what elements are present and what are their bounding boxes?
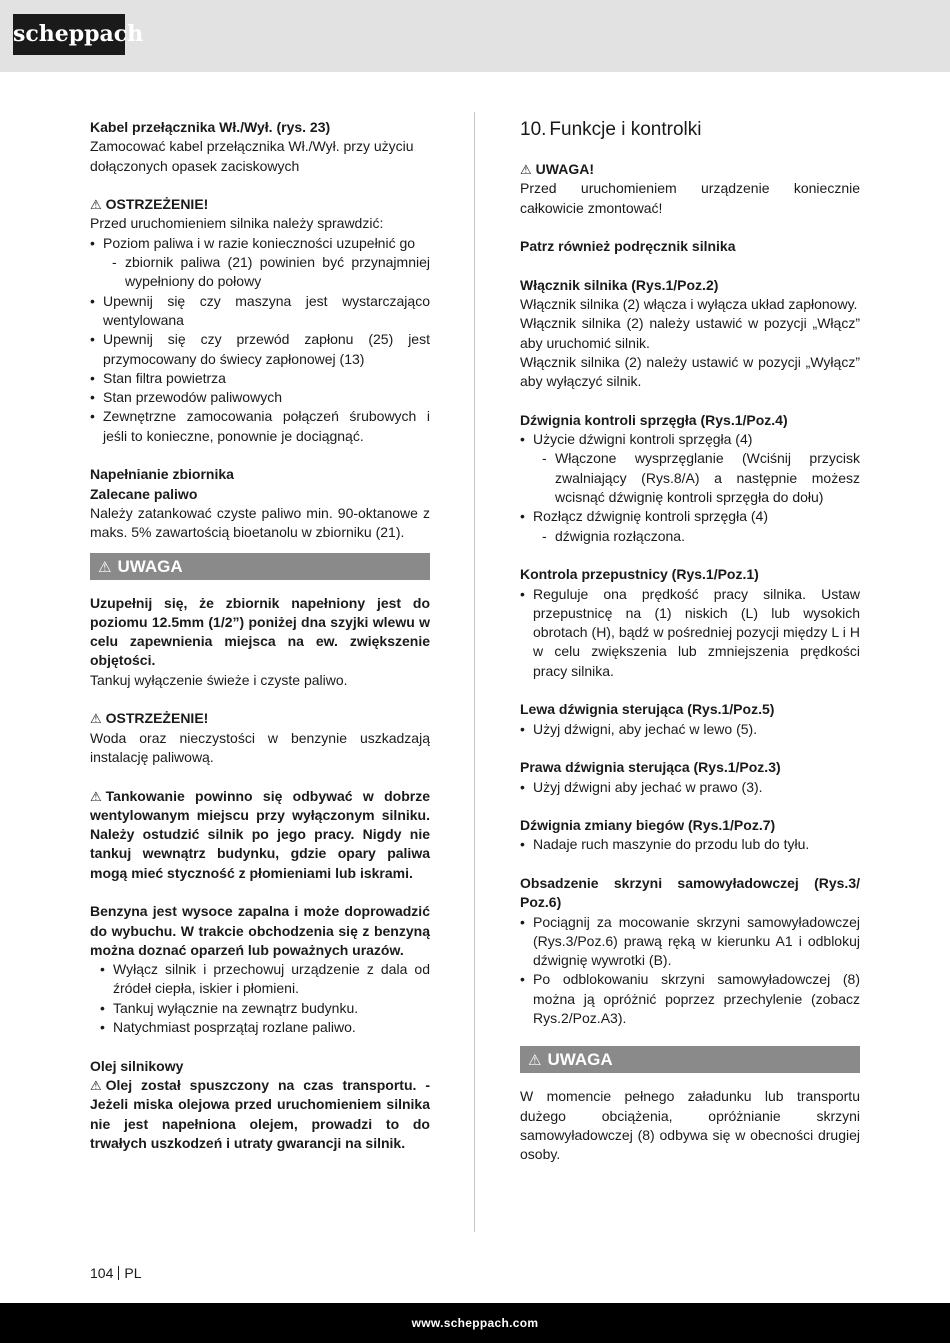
list-item: • Użyj dźwigni aby jechać w prawo (3).: [520, 778, 860, 797]
heading-left-lever: Lewa dźwignia sterująca (Rys.1/Poz.5): [520, 701, 775, 718]
see-also-text: Patrz również podręcznik silnika: [520, 238, 736, 255]
throttle-list: [520, 585, 860, 681]
list-item: • Zewnętrzne zamocowania połączeń śrubowych i jeśli to konieczne, ponownie je dociągnąć.: [90, 407, 430, 446]
warning-triangle-icon: ⚠: [90, 197, 102, 213]
sub-list-item: - dźwignia rozłączona.: [520, 527, 860, 546]
text-switch-2: Włącznik silnika (2) należy ustawić w pozycji „Włącz” aby uruchomić silnik.: [520, 315, 860, 351]
text-cable: Zamocować kabel przełącznika Wł./Wył. przy użyciu dołączonych opasek zaciskowych: [90, 138, 414, 174]
clutch-list: [520, 430, 860, 546]
heading-oil: Olej silnikowy: [90, 1057, 184, 1074]
page-number: 104 PL: [90, 1265, 142, 1281]
heading-engine-switch: Włącznik silnika (Rys.1/Poz.2): [520, 276, 719, 293]
uwaga-bold-text: Uzupełnij się, że zbiornik napełniony jest do poziomu 12.5mm (1/2”) poniżej dna szyjki wlewu w celu zapewnienia miejsca na ew. zwiększenie objętości.: [90, 594, 430, 669]
list-item: • Rozłącz dźwignię kontroli sprzęgła (4) - dźwignia rozłączona.: [520, 507, 860, 546]
heading-gear-lever: Dźwignia zmiany biegów (Rys.1/Poz.7): [520, 817, 776, 834]
warning-heading: ⚠ OSTRZEŻENIE!: [90, 195, 430, 214]
list-item: • Stan filtra powietrza: [90, 369, 430, 388]
sub-list-item: - Włączone wysprzęglanie (Wciśnij przycisk zwalniający (Rys.8/A) a następnie możesz wcisnąć dźwignię kontroli sprzęgła do dołu): [520, 449, 860, 507]
heading-fill-tank: Napełnianie zbiornika: [90, 466, 234, 483]
caution-text: Przed uruchomieniem urządzenie koniecznie całkowicie zmontować!: [520, 180, 860, 216]
petrol-list: [90, 960, 430, 1037]
heading-fuel: Zalecane paliwo: [90, 485, 198, 502]
warning-intro: Przed uruchomieniem silnika należy sprawdzić:: [90, 215, 384, 232]
oil-warning: ⚠ Olej został spuszczony na czas transportu. - Jeżeli miska olejowa przed uruchomieniem silnika nie jest napełniona olejem, prowadzi to do trwałych uszkodzeń i utraty gwarancji na silnik.: [90, 1076, 430, 1151]
warning-heading: ⚠ OSTRZEŻENIE!: [90, 709, 430, 728]
text-fuel: Należy zatankować czyste paliwo min. 90-oktanowe z maks. 5% zawartością bioetanolu w zbiorniku (21).: [90, 504, 430, 541]
uwaga-banner: ⚠ UWAGA: [520, 1046, 860, 1073]
warning-triangle-icon: ⚠: [90, 1077, 102, 1093]
list-item: • Stan przewodów paliwowych: [90, 388, 430, 407]
heading-throttle: Kontrola przepustnicy (Rys.1/Poz.1): [520, 566, 759, 583]
section-title: 10. Funkcje i kontrolki: [520, 119, 702, 140]
left-column: [90, 118, 430, 1153]
list-item: • Natychmiast posprzątaj rozlane paliwo.: [100, 1018, 430, 1037]
list-item: • Poziom paliwa i w razie konieczności uzupełnić go - zbiornik paliwa (21) powinien być przynajmniej wypełniony do połowy: [90, 234, 430, 292]
sub-list-item: - zbiornik paliwa (21) powinien być przynajmniej wypełniony do połowy: [90, 253, 430, 292]
website-link[interactable]: www.scheppach.com: [411, 1316, 539, 1330]
list-item: • Pociągnij za mocowanie skrzyni samowyładowczej (Rys.3/Poz.6) prawą ręką w kierunku A1 i odblokuj dźwignię wywrotki (B).: [520, 913, 860, 971]
heading-cable: Kabel przełącznika Wł./Wył. (rys. 23): [90, 119, 331, 135]
heading-right-lever: Prawa dźwignia sterująca (Rys.1/Poz.3): [520, 759, 781, 776]
list-item: • Wyłącz silnik i przechowuj urządzenie z dala od źródeł ciepła, iskier i płomieni.: [100, 960, 430, 999]
warning-text: Woda oraz nieczystości w benzynie uszkadzają instalację paliwową.: [90, 729, 430, 765]
gear-list: [520, 835, 860, 854]
list-item: • Tankuj wyłącznie na zewnątrz budynku.: [100, 999, 430, 1018]
warning-triangle-icon: ⚠: [90, 711, 102, 727]
uwaga-text: W momencie pełnego załadunku lub transportu dużego obciążenia, opróżnianie skrzyni samowyładowczej (8) odbywa się w obecności drugiej osoby.: [520, 1088, 860, 1163]
column-divider: [474, 112, 475, 1232]
list-item: • Upewnij się czy przewód zapłonu (25) jest przymocowany do świecy zapłonowej (13): [90, 330, 430, 369]
text-switch-1: Włącznik silnika (2) włącza i wyłącza układ zapłonowy.: [520, 296, 858, 313]
check-list: [90, 234, 430, 446]
list-item: • Użyj dźwigni, aby jechać w lewo (5).: [520, 720, 860, 739]
list-item: • Nadaje ruch maszynie do przodu lub do tyłu.: [520, 835, 860, 854]
petrol-warning: Benzyna jest wysoce zapalna i może doprowadzić do wybuchu. W trakcie obchodzenia się z benzyną można doznać oparzeń lub poważnych urazów.: [90, 903, 430, 958]
list-item: • Użycie dźwigni kontroli sprzęgła (4) - Włączone wysprzęglanie (Wciśnij przycisk zwalniający (Rys.8/A) a następnie możesz wcisnąć dźwignię kontroli sprzęgła do dołu): [520, 430, 860, 507]
list-item: • Reguluje ona prędkość pracy silnika. Ustaw przepustnicę na (1) niskich (L) lub wysokich obrotach (H), bądź w pośredniej pozycji między L i H w celu zwiększenia lub zmniejszenia prędkości pracy silnika.: [520, 585, 860, 681]
list-item: • Po odblokowaniu skrzyni samowyładowczej (8) można ją opróżnić poprzez przechylenie (zobacz Rys.2/Poz.A3).: [520, 970, 860, 1028]
uwaga-banner: ⚠ UWAGA: [90, 553, 430, 580]
warning-triangle-icon: ⚠: [90, 788, 102, 804]
text-switch-3: Włącznik silnika (2) należy ustawić w pozycji „Wyłącz” aby wyłączyć silnik.: [520, 353, 860, 390]
warning-triangle-icon: ⚠: [528, 1052, 542, 1070]
refuel-warning: ⚠ Tankowanie powinno się odbywać w dobrze wentylowanym miejscu przy wyłączonym silniku. Należy ostudzić silnik po jego pracy. Nigdy nie tankuj wewnątrz budynku, gdzie opary paliwa mogą mieć styczność z płomieniami lub iskrami.: [90, 787, 430, 881]
footer-bar: [0, 1303, 950, 1343]
scheppach-logo: scheppach: [13, 14, 125, 55]
left-lever-list: [520, 720, 860, 739]
heading-clutch: Dźwignia kontroli sprzęgła (Rys.1/Poz.4): [520, 411, 788, 428]
warning-triangle-icon: ⚠: [98, 558, 112, 576]
right-column: [520, 118, 860, 1165]
caution-heading: ⚠ UWAGA!: [520, 160, 860, 179]
right-lever-list: [520, 778, 860, 797]
uwaga-text: Tankuj wyłączenie świeże i czyste paliwo.: [90, 671, 348, 688]
dump-list: [520, 913, 860, 1029]
heading-dump-box: Obsadzenie skrzyni samowyładowczej (Rys.3/ Poz.6): [520, 874, 860, 911]
warning-triangle-icon: ⚠: [520, 162, 532, 177]
header-bar: [0, 0, 950, 72]
list-item: • Upewnij się czy maszyna jest wystarczająco wentylowana: [90, 292, 430, 331]
